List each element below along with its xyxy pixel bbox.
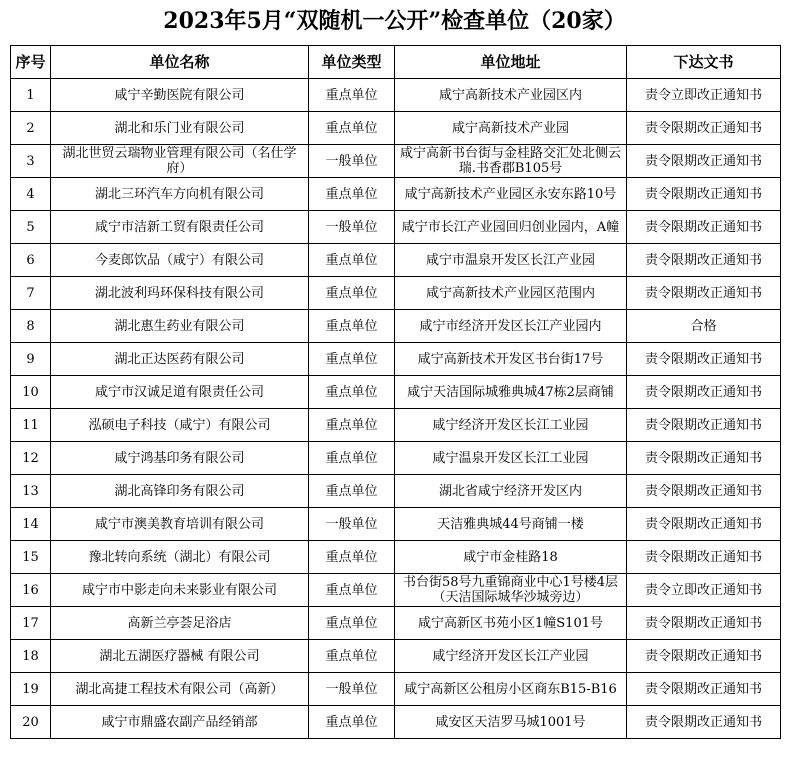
cell-document: 责令限期改正通知书 [627,475,781,508]
cell-document: 合格 [627,310,781,343]
cell-seq: 10 [11,376,51,409]
table-row [11,442,781,475]
cell-unit-name: 湖北三环汽车方向机有限公司 [51,178,309,211]
cell-seq: 16 [11,574,51,607]
table-row [11,541,781,574]
cell-seq: 1 [11,79,51,112]
cell-seq: 2 [11,112,51,145]
cell-unit-name: 咸宁市中影走向未来影业有限公司 [51,574,309,607]
cell-document: 责令限期改正通知书 [627,244,781,277]
cell-unit-address: 咸宁高新技术产业园 [395,112,627,145]
cell-unit-type: 一般单位 [309,211,395,244]
cell-document: 责令限期改正通知书 [627,112,781,145]
cell-seq: 13 [11,475,51,508]
cell-unit-address: 咸安区天洁罗马城1001号 [395,706,627,739]
cell-seq: 20 [11,706,51,739]
cell-unit-name: 今麦郎饮品（咸宁）有限公司 [51,244,309,277]
cell-unit-type: 一般单位 [309,508,395,541]
cell-unit-address: 咸宁高新技术产业园区内 [395,79,627,112]
cell-unit-address: 湖北省咸宁经济开发区内 [395,475,627,508]
cell-document: 责令限期改正通知书 [627,145,781,178]
cell-unit-name: 咸宁市鼎盛农副产品经销部 [51,706,309,739]
cell-unit-type: 重点单位 [309,541,395,574]
cell-document: 责令限期改正通知书 [627,211,781,244]
cell-seq: 3 [11,145,51,178]
cell-unit-address: 咸宁市金桂路18 [395,541,627,574]
cell-unit-address: 咸宁高新技术产业园区永安东路10号 [395,178,627,211]
cell-unit-name: 泓硕电子科技（咸宁）有限公司 [51,409,309,442]
cell-seq: 12 [11,442,51,475]
cell-seq: 19 [11,673,51,706]
cell-unit-name: 咸宁市洁新工贸有限责任公司 [51,211,309,244]
cell-document: 责令限期改正通知书 [627,607,781,640]
cell-seq: 14 [11,508,51,541]
cell-unit-name: 湖北世贸云瑞物业管理有限公司（名仕学府） [51,145,309,178]
table-row [11,310,781,343]
cell-seq: 5 [11,211,51,244]
header-seq: 序号 [11,46,51,79]
cell-document: 责令限期改正通知书 [627,442,781,475]
inspection-table [10,45,781,739]
cell-document: 责令限期改正通知书 [627,277,781,310]
cell-document: 责令立即改正通知书 [627,574,781,607]
cell-document: 责令限期改正通知书 [627,541,781,574]
cell-unit-address: 咸宁市经济开发区长江产业园内 [395,310,627,343]
cell-unit-name: 湖北惠生药业有限公司 [51,310,309,343]
cell-unit-address: 咸宁高新区公租房小区商东B15-B16 [395,673,627,706]
cell-document: 责令限期改正通知书 [627,343,781,376]
cell-unit-type: 重点单位 [309,376,395,409]
table-row [11,640,781,673]
cell-unit-address: 咸宁高新技术产业园区范围内 [395,277,627,310]
cell-seq: 7 [11,277,51,310]
table-row [11,145,781,178]
cell-seq: 15 [11,541,51,574]
cell-unit-type: 重点单位 [309,79,395,112]
table-row [11,112,781,145]
cell-unit-type: 重点单位 [309,706,395,739]
cell-unit-name: 湖北波利玛环保科技有限公司 [51,277,309,310]
cell-unit-type: 重点单位 [309,178,395,211]
cell-unit-type: 一般单位 [309,145,395,178]
cell-unit-name: 湖北正达医药有限公司 [51,343,309,376]
cell-document: 责令立即改正通知书 [627,79,781,112]
table-row [11,409,781,442]
cell-document: 责令限期改正通知书 [627,673,781,706]
table-row [11,244,781,277]
table-row [11,211,781,244]
cell-unit-type: 重点单位 [309,409,395,442]
cell-seq: 9 [11,343,51,376]
table-row [11,574,781,607]
header-type: 单位类型 [309,46,395,79]
cell-unit-address: 咸宁市温泉开发区长江产业园 [395,244,627,277]
header-document: 下达文书 [627,46,781,79]
cell-unit-name: 咸宁鸿基印务有限公司 [51,442,309,475]
cell-document: 责令限期改正通知书 [627,376,781,409]
cell-unit-name: 高新兰亭荟足浴店 [51,607,309,640]
cell-unit-name: 咸宁市汉诚足道有限责任公司 [51,376,309,409]
cell-unit-address: 书台街58号九重锦商业中心1号楼4层（天洁国际城华沙城旁边） [395,574,627,607]
cell-seq: 17 [11,607,51,640]
cell-seq: 11 [11,409,51,442]
table-row [11,277,781,310]
document-title: 2023年5月“双随机一公开”检查单位（20家） [163,8,626,34]
table-header-row [11,46,781,79]
cell-unit-name: 湖北高锋印务有限公司 [51,475,309,508]
cell-document: 责令限期改正通知书 [627,508,781,541]
cell-document: 责令限期改正通知书 [627,178,781,211]
cell-unit-type: 重点单位 [309,640,395,673]
cell-unit-name: 咸宁辛勤医院有限公司 [51,79,309,112]
cell-unit-name: 湖北高捷工程技术有限公司（高新） [51,673,309,706]
table-row [11,343,781,376]
header-name: 单位名称 [51,46,309,79]
cell-unit-name: 湖北和乐门业有限公司 [51,112,309,145]
cell-unit-type: 重点单位 [309,607,395,640]
cell-unit-address: 咸宁经济开发区长江产业园 [395,640,627,673]
cell-unit-address: 咸宁市长江产业园回归创业园内，A幢 [395,211,627,244]
cell-unit-address: 咸宁天洁国际城雅典城47栋2层商铺 [395,376,627,409]
cell-seq: 6 [11,244,51,277]
cell-unit-name: 豫北转向系统（湖北）有限公司 [51,541,309,574]
cell-unit-address: 咸宁温泉开发区长江工业园 [395,442,627,475]
cell-unit-type: 重点单位 [309,475,395,508]
table-row [11,79,781,112]
cell-unit-address: 天洁雅典城44号商铺一楼 [395,508,627,541]
cell-unit-address: 咸宁高新区书苑小区1幢S101号 [395,607,627,640]
table-row [11,673,781,706]
table-row [11,706,781,739]
cell-unit-name: 湖北五湖医疗器械 有限公司 [51,640,309,673]
cell-unit-name: 咸宁市澳美教育培训有限公司 [51,508,309,541]
cell-seq: 8 [11,310,51,343]
cell-unit-type: 重点单位 [309,112,395,145]
cell-unit-type: 重点单位 [309,343,395,376]
cell-unit-address: 咸宁高新技术开发区书台街17号 [395,343,627,376]
header-address: 单位地址 [395,46,627,79]
cell-unit-type: 重点单位 [309,277,395,310]
cell-unit-type: 一般单位 [309,673,395,706]
cell-document: 责令限期改正通知书 [627,640,781,673]
cell-unit-address: 咸宁高新书台街与金桂路交汇处北侧云瑞.书香郡B105号 [395,145,627,178]
cell-unit-address: 咸宁经济开发区长江工业园 [395,409,627,442]
cell-unit-type: 重点单位 [309,244,395,277]
table-row [11,376,781,409]
table-row [11,178,781,211]
cell-seq: 4 [11,178,51,211]
cell-seq: 18 [11,640,51,673]
cell-unit-type: 重点单位 [309,574,395,607]
table-row [11,607,781,640]
table-row [11,508,781,541]
cell-document: 责令限期改正通知书 [627,409,781,442]
cell-unit-type: 重点单位 [309,442,395,475]
table-row [11,475,781,508]
cell-unit-type: 重点单位 [309,310,395,343]
cell-document: 责令限期改正通知书 [627,706,781,739]
